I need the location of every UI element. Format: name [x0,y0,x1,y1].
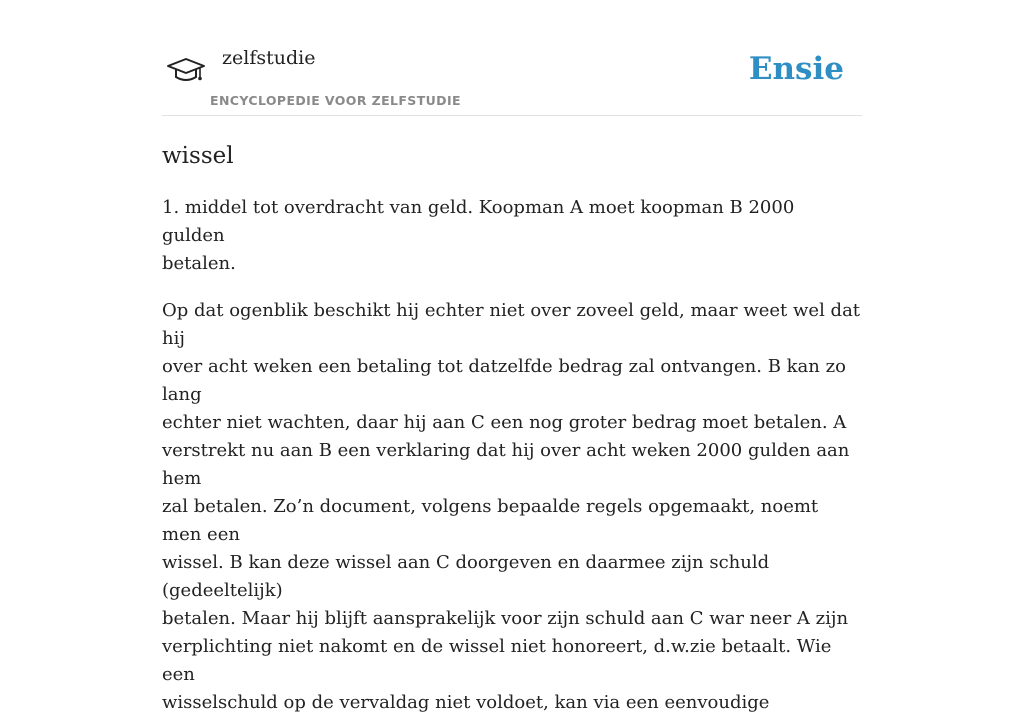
page [162,0,862,713]
site-tagline: ENCYCLOPEDIE VOOR ZELFSTUDIE [210,93,461,108]
site-header [162,0,862,116]
article-body [162,194,862,717]
site-name[interactable]: zelfstudie [222,47,316,69]
article-title: wissel [162,143,234,169]
graduation-cap-icon[interactable] [166,55,206,89]
brand-logo[interactable]: Ensie [748,51,844,87]
article-paragraph: 1. middel tot overdracht van geld. Koopman A moet koopman B 2000 gulden betalen. [162,197,795,274]
article-paragraph: Op dat ogenblik beschikt hij echter niet over zoveel geld, maar weet wel dat hij over acht weken een betaling tot datzelfde bedrag zal ontvangen. B kan zo lang echter niet wachten, daar hij aan C een nog groter bedrag moet betalen. A verstrekt nu aan B een verklaring dat hij over acht weken 2000 gulden aan hem zal betalen. Zo’n document, volgens bepaalde regels opgemaakt, noemt men een wissel. B kan deze wissel aan C doorgeven en daarmee zijn schuld (gedeeltelijk) betalen. Maar hij blijft aansprakelijk voor zijn schuld aan C war neer A zijn verplichting niet nakomt en de wissel niet honoreert, d.w.zie betaalt. Wie een wisselschuld op de vervaldag niet voldoet, kan via een eenvoudige [162,300,861,713]
